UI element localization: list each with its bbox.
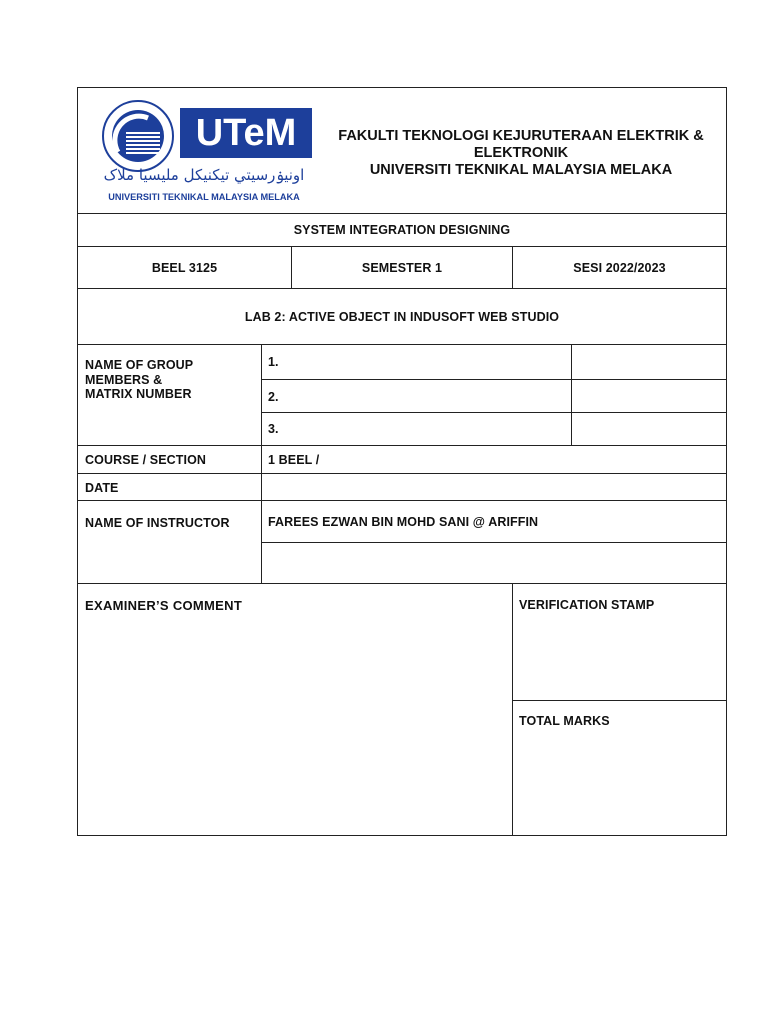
instructor-label: NAME OF INSTRUCTOR bbox=[85, 516, 230, 530]
divider bbox=[78, 344, 726, 345]
subject-title: SYSTEM INTEGRATION DESIGNING bbox=[293, 223, 511, 237]
member-1-name-field[interactable] bbox=[283, 346, 569, 378]
member-3-number: 3. bbox=[268, 422, 279, 436]
member-1-number: 1. bbox=[268, 355, 279, 369]
member-2-number: 2. bbox=[268, 390, 279, 404]
course-code: BEEL 3125 bbox=[151, 260, 218, 275]
group-label-line1: NAME OF GROUP bbox=[85, 358, 194, 372]
divider bbox=[78, 583, 726, 584]
faculty-name-line2: ELEKTRONIK bbox=[473, 145, 569, 161]
member-1-matrix-field[interactable] bbox=[573, 346, 725, 378]
total-marks-label: TOTAL MARKS bbox=[519, 714, 610, 728]
divider bbox=[78, 473, 726, 474]
member-3-name-field[interactable] bbox=[283, 413, 569, 444]
verification-stamp-label: VERIFICATION STAMP bbox=[519, 598, 655, 612]
group-label-line2: MEMBERS & bbox=[85, 372, 163, 387]
divider bbox=[512, 700, 726, 701]
examiner-comment-area[interactable] bbox=[80, 618, 510, 833]
divider bbox=[512, 583, 513, 835]
university-name: UNIVERSITI TEKNIKAL MALAYSIA MELAKA bbox=[369, 162, 673, 178]
verification-stamp-area bbox=[514, 616, 724, 698]
logo-caption: UNIVERSITI TEKNIKAL MALAYSIA MELAKA bbox=[108, 192, 300, 202]
member-2-name-field[interactable] bbox=[283, 380, 569, 411]
course-section-label: COURSE / SECTION bbox=[85, 453, 207, 467]
lab-title: LAB 2: ACTIVE OBJECT IN INDUSOFT WEB STUDIO bbox=[244, 309, 560, 324]
divider bbox=[78, 445, 726, 446]
date-label: DATE bbox=[85, 481, 119, 495]
total-marks-area[interactable] bbox=[514, 732, 724, 834]
member-3-matrix-field[interactable] bbox=[573, 413, 725, 444]
semester: SEMESTER 1 bbox=[361, 260, 443, 275]
faculty-heading bbox=[316, 128, 726, 179]
session: SESI 2022/2023 bbox=[573, 260, 666, 275]
group-label-line3: MATRIX NUMBER bbox=[85, 387, 192, 401]
utem-logo-graphic bbox=[96, 100, 312, 204]
logo-jawi-text: اونيۏرسيتي تيکنيکل مليسيا ملاک bbox=[103, 166, 305, 184]
divider bbox=[571, 344, 572, 445]
divider bbox=[261, 542, 726, 543]
divider bbox=[261, 344, 262, 583]
examiner-comment-label: EXAMINER’S COMMENT bbox=[85, 598, 243, 613]
instructor-extra-field[interactable] bbox=[263, 544, 724, 582]
course-section-field[interactable]: 1 BEEL / bbox=[268, 453, 320, 467]
logo-wordmark: UTeM bbox=[195, 112, 297, 154]
divider bbox=[78, 500, 726, 501]
member-2-matrix-field[interactable] bbox=[573, 380, 725, 411]
group-members-label bbox=[85, 358, 255, 402]
instructor-name: FAREES EZWAN BIN MOHD SANI @ ARIFFIN bbox=[268, 515, 539, 529]
faculty-name-line1: FAKULTI TEKNOLOGI KEJURUTERAAN ELEKTRIK & bbox=[338, 128, 704, 144]
date-field[interactable] bbox=[268, 476, 723, 498]
utem-logo bbox=[96, 100, 312, 204]
lab-cover-form bbox=[77, 87, 727, 836]
